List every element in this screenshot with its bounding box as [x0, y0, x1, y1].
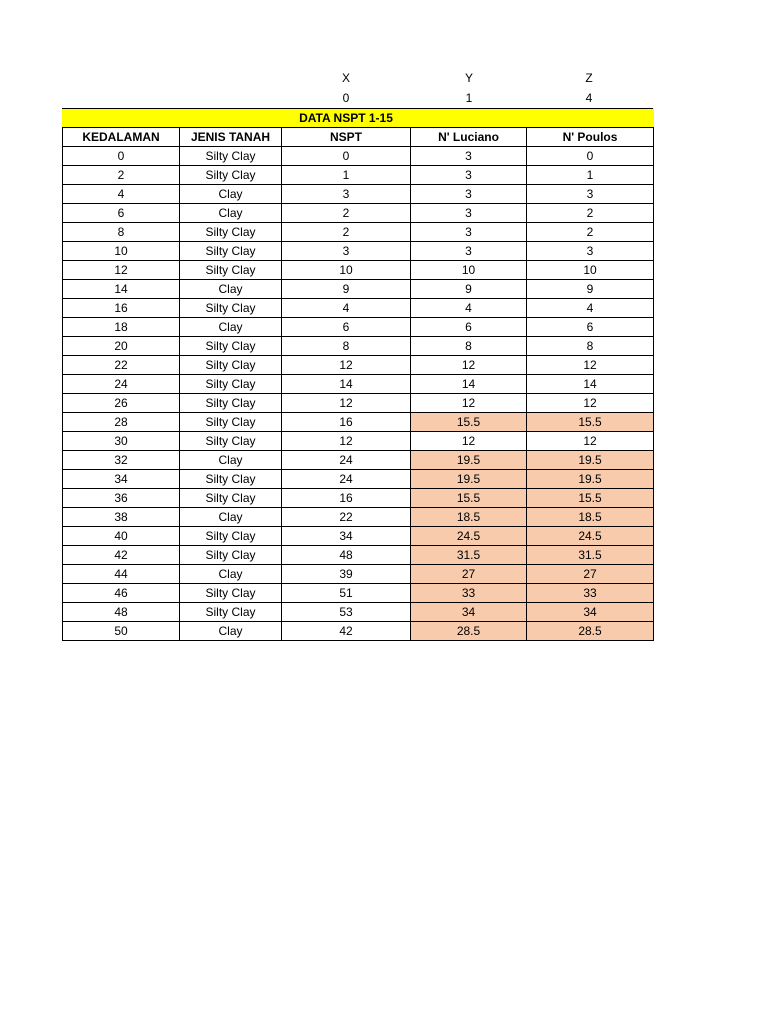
cell-n-poulos: 27 [527, 565, 654, 584]
z-value: 4 [585, 91, 593, 105]
cell-n-poulos: 3 [527, 242, 654, 261]
cell-jenis-tanah: Silty Clay [180, 546, 282, 565]
cell-n-poulos: 6 [527, 318, 654, 337]
cell-n-luciano: 18.5 [411, 508, 527, 527]
cell-nspt: 53 [282, 603, 411, 622]
cell-n-luciano: 19.5 [411, 470, 527, 489]
cell-kedalaman: 28 [63, 413, 180, 432]
cell-kedalaman: 40 [63, 527, 180, 546]
cell-jenis-tanah: Clay [180, 185, 282, 204]
cell-nspt: 16 [282, 413, 411, 432]
cell-n-poulos: 12 [527, 394, 654, 413]
cell-jenis-tanah: Silty Clay [180, 166, 282, 185]
cell-kedalaman: 46 [63, 584, 180, 603]
cell-kedalaman: 6 [63, 204, 180, 223]
cell-nspt: 14 [282, 375, 411, 394]
cell-jenis-tanah: Silty Clay [180, 470, 282, 489]
cell-n-luciano: 24.5 [411, 527, 527, 546]
cell-n-luciano: 12 [411, 356, 527, 375]
table-row [63, 603, 654, 622]
cell-nspt: 51 [282, 584, 411, 603]
nspt-data-table [62, 108, 654, 641]
cell-n-luciano: 12 [411, 394, 527, 413]
cell-jenis-tanah: Clay [180, 280, 282, 299]
cell-kedalaman: 48 [63, 603, 180, 622]
cell-n-poulos: 28.5 [527, 622, 654, 641]
cell-nspt: 16 [282, 489, 411, 508]
table-row [63, 622, 654, 641]
table-row [63, 470, 654, 489]
cell-jenis-tanah: Silty Clay [180, 337, 282, 356]
cell-nspt: 12 [282, 394, 411, 413]
cell-n-luciano: 3 [411, 223, 527, 242]
cell-n-luciano: 33 [411, 584, 527, 603]
y-value: 1 [465, 91, 473, 105]
cell-jenis-tanah: Silty Clay [180, 223, 282, 242]
x-label: X [341, 71, 350, 85]
cell-n-poulos: 19.5 [527, 470, 654, 489]
cell-kedalaman: 10 [63, 242, 180, 261]
cell-nspt: 39 [282, 565, 411, 584]
cell-n-poulos: 12 [527, 356, 654, 375]
table-row [63, 375, 654, 394]
cell-jenis-tanah: Clay [180, 451, 282, 470]
cell-kedalaman: 14 [63, 280, 180, 299]
table-row [63, 432, 654, 451]
cell-jenis-tanah: Clay [180, 565, 282, 584]
cell-kedalaman: 12 [63, 261, 180, 280]
cell-nspt: 24 [282, 451, 411, 470]
cell-n-poulos: 2 [527, 223, 654, 242]
cell-kedalaman: 34 [63, 470, 180, 489]
cell-jenis-tanah: Silty Clay [180, 413, 282, 432]
header-jenis-tanah: JENIS TANAH [180, 128, 282, 147]
cell-n-poulos: 31.5 [527, 546, 654, 565]
header-n-luciano: N' Luciano [411, 128, 527, 147]
table-row [63, 261, 654, 280]
table-title-row [63, 109, 654, 128]
table-row [63, 185, 654, 204]
cell-nspt: 0 [282, 147, 411, 166]
table-row [63, 204, 654, 223]
cell-nspt: 9 [282, 280, 411, 299]
header-nspt: NSPT [282, 128, 411, 147]
cell-jenis-tanah: Silty Clay [180, 489, 282, 508]
cell-jenis-tanah: Silty Clay [180, 242, 282, 261]
cell-nspt: 8 [282, 337, 411, 356]
cell-nspt: 2 [282, 204, 411, 223]
cell-kedalaman: 38 [63, 508, 180, 527]
cell-n-luciano: 3 [411, 204, 527, 223]
table-row [63, 413, 654, 432]
cell-n-luciano: 6 [411, 318, 527, 337]
cell-jenis-tanah: Silty Clay [180, 356, 282, 375]
cell-nspt: 24 [282, 470, 411, 489]
table-row [63, 394, 654, 413]
cell-kedalaman: 8 [63, 223, 180, 242]
cell-jenis-tanah: Silty Clay [180, 603, 282, 622]
z-label: Z [585, 71, 593, 85]
cell-kedalaman: 18 [63, 318, 180, 337]
cell-kedalaman: 36 [63, 489, 180, 508]
table-row [63, 527, 654, 546]
table-row [63, 280, 654, 299]
cell-jenis-tanah: Silty Clay [180, 299, 282, 318]
cell-kedalaman: 32 [63, 451, 180, 470]
cell-nspt: 10 [282, 261, 411, 280]
cell-n-poulos: 19.5 [527, 451, 654, 470]
table-title: DATA NSPT 1-15 [282, 109, 411, 128]
table-row [63, 318, 654, 337]
cell-kedalaman: 30 [63, 432, 180, 451]
cell-nspt: 42 [282, 622, 411, 641]
cell-n-poulos: 8 [527, 337, 654, 356]
cell-kedalaman: 20 [63, 337, 180, 356]
cell-n-luciano: 14 [411, 375, 527, 394]
table-row [63, 299, 654, 318]
cell-n-luciano: 8 [411, 337, 527, 356]
cell-n-luciano: 4 [411, 299, 527, 318]
cell-kedalaman: 16 [63, 299, 180, 318]
cell-kedalaman: 22 [63, 356, 180, 375]
cell-n-luciano: 15.5 [411, 413, 527, 432]
cell-kedalaman: 42 [63, 546, 180, 565]
cell-jenis-tanah: Clay [180, 622, 282, 641]
cell-kedalaman: 4 [63, 185, 180, 204]
table-row [63, 147, 654, 166]
cell-n-poulos: 15.5 [527, 489, 654, 508]
cell-nspt: 34 [282, 527, 411, 546]
cell-n-poulos: 9 [527, 280, 654, 299]
cell-n-luciano: 3 [411, 242, 527, 261]
cell-n-luciano: 28.5 [411, 622, 527, 641]
cell-jenis-tanah: Clay [180, 318, 282, 337]
cell-n-luciano: 31.5 [411, 546, 527, 565]
cell-nspt: 3 [282, 242, 411, 261]
cell-jenis-tanah: Silty Clay [180, 584, 282, 603]
cell-kedalaman: 44 [63, 565, 180, 584]
table-row [63, 546, 654, 565]
cell-n-luciano: 19.5 [411, 451, 527, 470]
cell-n-luciano: 3 [411, 147, 527, 166]
table-header-row [63, 128, 654, 147]
cell-jenis-tanah: Silty Clay [180, 147, 282, 166]
cell-jenis-tanah: Silty Clay [180, 375, 282, 394]
cell-nspt: 1 [282, 166, 411, 185]
axis-label-block [0, 68, 768, 108]
cell-nspt: 12 [282, 356, 411, 375]
cell-n-poulos: 14 [527, 375, 654, 394]
cell-kedalaman: 0 [63, 147, 180, 166]
table-row [63, 565, 654, 584]
cell-jenis-tanah: Silty Clay [180, 261, 282, 280]
cell-jenis-tanah: Clay [180, 204, 282, 223]
table-row [63, 489, 654, 508]
cell-n-poulos: 10 [527, 261, 654, 280]
cell-n-poulos: 33 [527, 584, 654, 603]
cell-n-poulos: 3 [527, 185, 654, 204]
x-value: 0 [342, 91, 350, 105]
cell-nspt: 3 [282, 185, 411, 204]
cell-n-luciano: 3 [411, 166, 527, 185]
table-row [63, 166, 654, 185]
cell-n-luciano: 9 [411, 280, 527, 299]
table-row [63, 337, 654, 356]
cell-n-luciano: 10 [411, 261, 527, 280]
cell-kedalaman: 50 [63, 622, 180, 641]
cell-n-poulos: 24.5 [527, 527, 654, 546]
table-row [63, 356, 654, 375]
cell-jenis-tanah: Silty Clay [180, 432, 282, 451]
cell-kedalaman: 26 [63, 394, 180, 413]
cell-n-luciano: 12 [411, 432, 527, 451]
cell-n-luciano: 27 [411, 565, 527, 584]
cell-nspt: 48 [282, 546, 411, 565]
table-row [63, 223, 654, 242]
cell-nspt: 4 [282, 299, 411, 318]
cell-n-poulos: 2 [527, 204, 654, 223]
cell-jenis-tanah: Silty Clay [180, 527, 282, 546]
cell-n-luciano: 15.5 [411, 489, 527, 508]
cell-nspt: 22 [282, 508, 411, 527]
cell-nspt: 2 [282, 223, 411, 242]
cell-nspt: 12 [282, 432, 411, 451]
header-n-poulos: N' Poulos [527, 128, 654, 147]
table-row [63, 451, 654, 470]
cell-n-poulos: 12 [527, 432, 654, 451]
cell-nspt: 6 [282, 318, 411, 337]
cell-n-poulos: 34 [527, 603, 654, 622]
cell-jenis-tanah: Clay [180, 508, 282, 527]
cell-n-poulos: 0 [527, 147, 654, 166]
header-kedalaman: KEDALAMAN [63, 128, 180, 147]
cell-n-poulos: 15.5 [527, 413, 654, 432]
cell-n-luciano: 3 [411, 185, 527, 204]
table-row [63, 242, 654, 261]
cell-n-luciano: 34 [411, 603, 527, 622]
cell-n-poulos: 18.5 [527, 508, 654, 527]
cell-kedalaman: 24 [63, 375, 180, 394]
table-body [63, 147, 654, 641]
cell-jenis-tanah: Silty Clay [180, 394, 282, 413]
y-label: Y [464, 71, 473, 85]
table-row [63, 584, 654, 603]
cell-n-poulos: 1 [527, 166, 654, 185]
cell-kedalaman: 2 [63, 166, 180, 185]
table-row [63, 508, 654, 527]
cell-n-poulos: 4 [527, 299, 654, 318]
